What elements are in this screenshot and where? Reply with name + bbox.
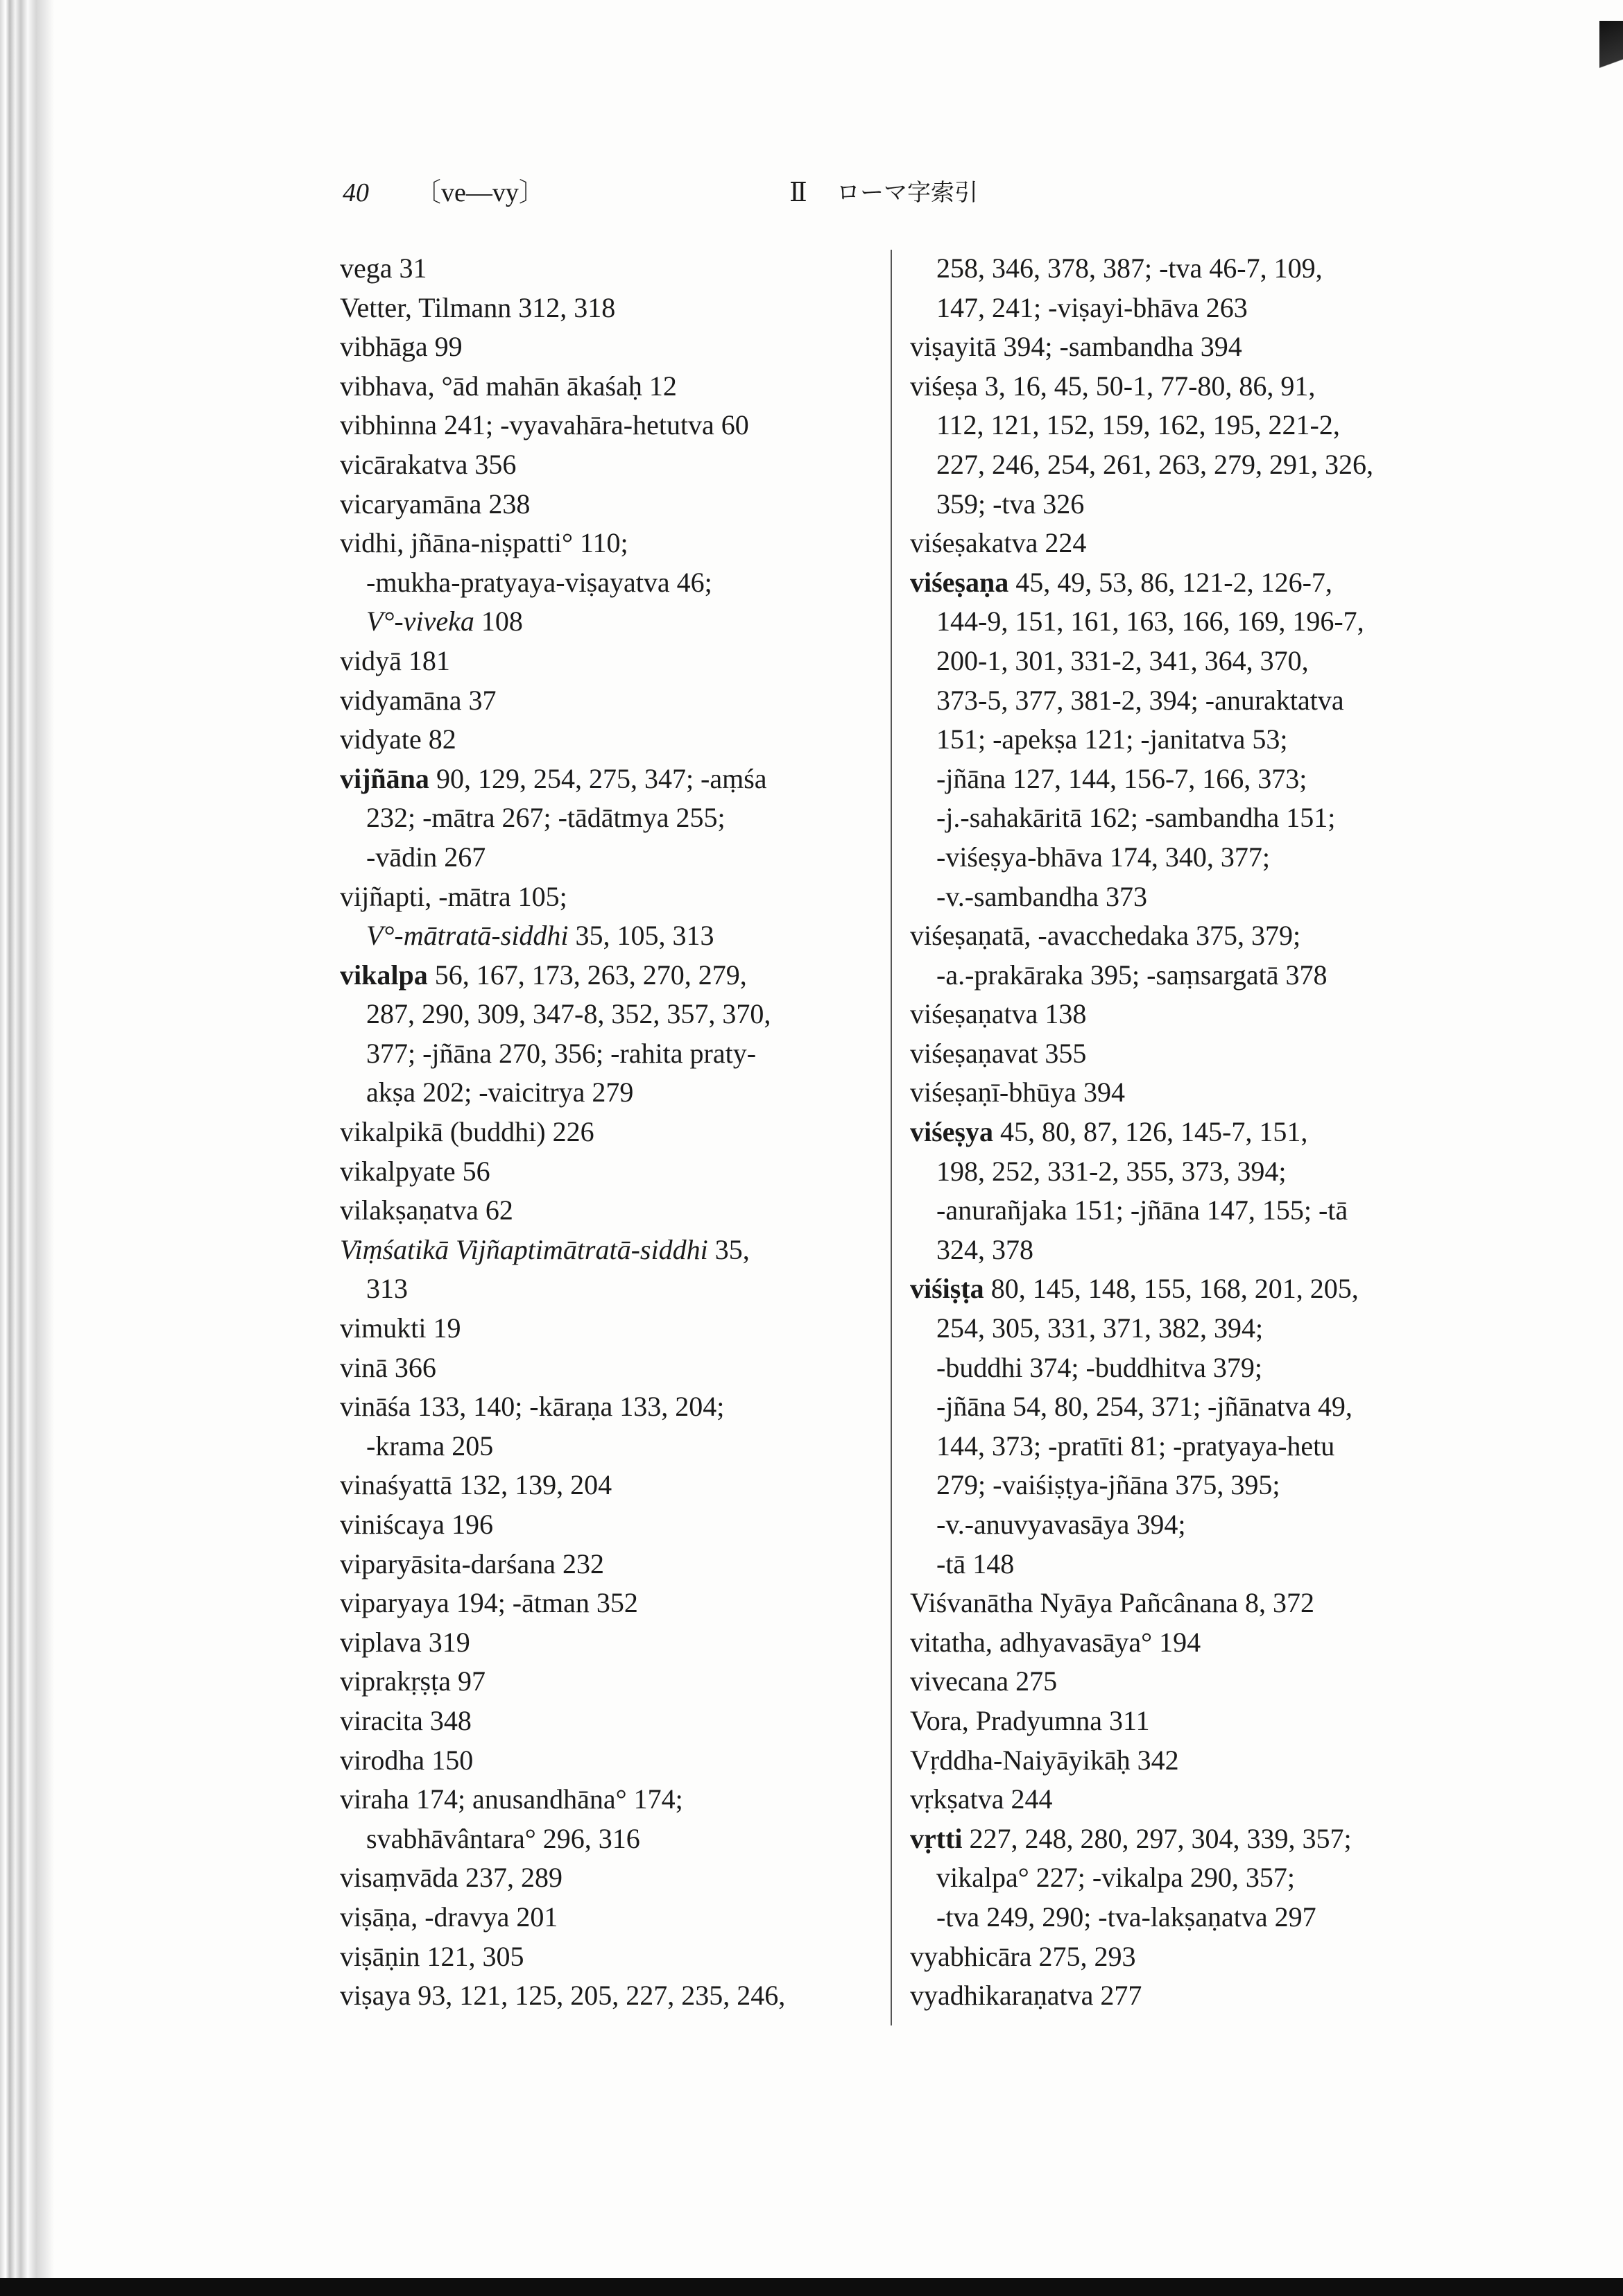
entry-text: Vṛddha-Naiyāyikāḥ 342	[910, 1744, 1179, 1776]
italic-title: V°-viveka	[366, 606, 474, 637]
right-index-column	[910, 249, 1465, 2016]
index-continuation-line	[910, 602, 1465, 642]
index-entry-line	[340, 1387, 874, 1427]
entry-text: virodha 150	[340, 1744, 474, 1776]
index-entry-line	[910, 916, 1465, 956]
entry-text: vicaryamāna 238	[340, 488, 531, 520]
index-entry-line	[910, 1073, 1465, 1113]
index-continuation-line	[340, 798, 874, 838]
index-entry-line	[910, 1269, 1465, 1309]
page-corner-shadow	[1599, 21, 1623, 97]
index-entry-line	[340, 1466, 874, 1505]
index-entry-line	[910, 1702, 1465, 1741]
entry-text: viśeṣaṇavat 355	[910, 1037, 1087, 1069]
index-continuation-line	[340, 1073, 874, 1113]
index-entry-line	[340, 485, 874, 524]
entry-text: 144-9, 151, 161, 163, 166, 169, 196-7,	[936, 606, 1364, 637]
index-entry-line	[910, 1584, 1465, 1623]
entry-text: 377; -jñāna 270, 356; -rahita praty-	[366, 1037, 757, 1069]
index-continuation-line	[340, 1819, 874, 1859]
entry-text: viṣāṇa, -dravya 201	[340, 1901, 558, 1933]
index-continuation-line	[340, 602, 874, 642]
index-entry-line	[340, 1113, 874, 1152]
entry-text: 227, 246, 254, 261, 263, 279, 291, 326,	[936, 448, 1373, 480]
entry-text: -v.-anuvyavasāya 394;	[936, 1509, 1186, 1540]
entry-text: 144, 373; -pratīti 81; -pratyaya-hetu	[936, 1430, 1335, 1462]
entry-text: 35,	[707, 1233, 750, 1265]
entry-text: vitatha, adhyavasāya° 194	[910, 1626, 1201, 1658]
index-continuation-line	[340, 995, 874, 1034]
index-entry-line	[910, 524, 1465, 563]
index-entry-line	[340, 327, 874, 367]
index-continuation-line	[910, 1427, 1465, 1466]
index-continuation-line	[910, 720, 1465, 760]
column-divider	[891, 250, 892, 2025]
index-entry-line	[910, 1937, 1465, 1977]
entry-text: vilakṣaṇatva 62	[340, 1194, 513, 1226]
entry-text: vibhāga 99	[340, 331, 463, 363]
entry-text: vidyate 82	[340, 723, 456, 755]
entry-text: -a.-prakāraka 395; -saṃsargatā 378	[936, 959, 1328, 991]
entry-text: viṣāṇin 121, 305	[340, 1940, 524, 1972]
index-entry-line	[340, 1623, 874, 1663]
entry-text: vikalpyate 56	[340, 1155, 490, 1187]
entry-text: 200-1, 301, 331-2, 341, 364, 370,	[936, 644, 1309, 676]
entry-text: -buddhi 374; -buddhitva 379;	[936, 1351, 1262, 1383]
entry-text: vibhinna 241; -vyavahāra-hetutva 60	[340, 409, 749, 441]
index-entry-line	[340, 1937, 874, 1977]
entry-text: vega 31	[340, 252, 427, 284]
entry-text: 227, 248, 280, 297, 304, 339, 357;	[962, 1822, 1352, 1854]
index-continuation-line	[910, 1348, 1465, 1388]
index-continuation-line	[910, 485, 1465, 524]
index-continuation-line	[340, 916, 874, 956]
page-number: 40	[343, 178, 369, 207]
index-entry-line	[340, 289, 874, 328]
index-continuation-line	[910, 642, 1465, 681]
index-continuation-line	[910, 1466, 1465, 1505]
entry-text: vibhava, °ād mahān ākaśaḥ 12	[340, 370, 677, 402]
entry-text: 151; -apekṣa 121; -janitatva 53;	[936, 723, 1288, 755]
entry-text: viraha 174; anusandhāna° 174;	[340, 1783, 683, 1815]
entry-text: vinaśyattā 132, 139, 204	[340, 1469, 612, 1501]
index-entry-line	[910, 1034, 1465, 1074]
part-title: ローマ字索引	[836, 179, 978, 207]
entry-text: 254, 305, 331, 371, 382, 394;	[936, 1312, 1264, 1344]
entry-text: 56, 167, 173, 263, 270, 279,	[427, 959, 747, 991]
index-continuation-line	[910, 760, 1465, 799]
bold-headword: vijñāna	[340, 762, 429, 794]
italic-title: Viṃśatikā Vijñaptimātratā-siddhi	[340, 1233, 708, 1265]
index-entry-line	[910, 563, 1465, 603]
entry-text: viśeṣaṇatva 138	[910, 998, 1087, 1030]
entry-text: akṣa 202; -vaicitrya 279	[366, 1077, 634, 1108]
bold-headword: vikalpa	[340, 959, 428, 991]
left-index-column	[340, 249, 874, 2016]
index-entry-line	[910, 1741, 1465, 1781]
entry-text: -anurañjaka 151; -jñāna 147, 155; -tā	[936, 1194, 1348, 1226]
index-entry-line	[340, 367, 874, 406]
index-continuation-line	[340, 1427, 874, 1466]
entry-text: -jñāna 54, 80, 254, 371; -jñānatva 49,	[936, 1391, 1352, 1423]
bold-headword: viśiṣṭa	[910, 1273, 984, 1305]
index-continuation-line	[910, 956, 1465, 995]
entry-text: viśeṣakatva 224	[910, 527, 1087, 559]
index-entry-line	[340, 1191, 874, 1231]
index-entry-line	[340, 1976, 874, 2016]
bold-headword: vṛtti	[910, 1822, 963, 1854]
index-continuation-line	[910, 798, 1465, 838]
entry-text: 45, 80, 87, 126, 145-7, 151,	[993, 1116, 1308, 1148]
index-entry-line	[910, 995, 1465, 1034]
entry-text: svabhāvântara° 296, 316	[366, 1822, 640, 1854]
index-entry-line	[340, 1231, 874, 1270]
entry-text: -tā 148	[936, 1548, 1015, 1579]
index-entry-line	[910, 1976, 1465, 2016]
entry-text: viṣaya 93, 121, 125, 205, 227, 235, 246,	[340, 1980, 786, 2012]
entry-text: viṣayitā 394; -sambandha 394	[910, 331, 1242, 363]
entry-text: viśeṣaṇatā, -avacchedaka 375, 379;	[910, 920, 1301, 952]
index-entry-line	[910, 1780, 1465, 1819]
index-entry-line	[340, 1662, 874, 1702]
entry-text: -vādin 267	[366, 841, 486, 873]
index-continuation-line	[910, 445, 1465, 485]
entry-text: visaṃvāda 237, 289	[340, 1862, 563, 1894]
entry-text: vidyamāna 37	[340, 684, 497, 716]
index-continuation-line	[910, 1152, 1465, 1192]
entry-text: vyabhicāra 275, 293	[910, 1940, 1136, 1972]
index-continuation-line	[910, 1545, 1465, 1584]
index-entry-line	[910, 1113, 1465, 1152]
index-entry-line	[340, 1309, 874, 1348]
entry-text: 45, 49, 53, 86, 121-2, 126-7,	[1008, 566, 1332, 598]
index-continuation-line	[910, 1898, 1465, 1937]
entry-text: 108	[474, 606, 523, 637]
section-range: 〔ve—vy〕	[415, 178, 545, 207]
index-entry-line	[340, 1152, 874, 1192]
book-binding-shadow	[0, 0, 54, 2296]
italic-title: V°-mātratā-siddhi	[366, 920, 569, 952]
index-entry-line	[340, 1898, 874, 1937]
entry-text: vijñapti, -mātra 105;	[340, 880, 567, 912]
entry-text: vyadhikaraṇatva 277	[910, 1980, 1142, 2012]
index-continuation-line	[910, 1309, 1465, 1348]
index-entry-line	[340, 1584, 874, 1623]
entry-text: viśeṣaṇī-bhūya 394	[910, 1077, 1125, 1108]
index-entry-line	[910, 327, 1465, 367]
entry-text: vikalpa° 227; -vikalpa 290, 357;	[936, 1862, 1296, 1894]
entry-text: vināśa 133, 140; -kāraṇa 133, 204;	[340, 1391, 725, 1423]
index-entry-line	[340, 1702, 874, 1741]
index-continuation-line	[340, 1034, 874, 1074]
index-continuation-line	[340, 563, 874, 603]
index-entry-line	[910, 367, 1465, 406]
entry-text: 80, 145, 148, 155, 168, 201, 205,	[984, 1273, 1359, 1305]
index-entry-line	[340, 720, 874, 760]
entry-text: 90, 129, 254, 275, 347; -aṃśa	[429, 762, 767, 794]
index-entry-line	[340, 1780, 874, 1819]
index-continuation-line	[910, 1858, 1465, 1898]
index-entry-line	[910, 1623, 1465, 1663]
entry-text: -krama 205	[366, 1430, 494, 1462]
index-entry-line	[340, 1545, 874, 1584]
entry-text: Vetter, Tilmann 312, 318	[340, 291, 616, 323]
index-entry-line	[340, 1348, 874, 1388]
index-continuation-line	[910, 1191, 1465, 1231]
entry-text: -j.-sahakāritā 162; -sambandha 151;	[936, 802, 1336, 834]
entry-text: -mukha-pratyaya-viṣayatva 46;	[366, 566, 712, 598]
index-entry-line	[340, 642, 874, 681]
entry-text: vivecana 275	[910, 1665, 1058, 1697]
index-continuation-line	[910, 1387, 1465, 1427]
entry-text: viśeṣa 3, 16, 45, 50-1, 77-80, 86, 91,	[910, 370, 1316, 402]
entry-text: -viśeṣya-bhāva 174, 340, 377;	[936, 841, 1271, 873]
entry-text: 287, 290, 309, 347-8, 352, 357, 370,	[366, 998, 771, 1030]
index-entry-line	[340, 956, 874, 995]
entry-text: 35, 105, 313	[568, 920, 714, 952]
entry-text: viprakṛṣṭa 97	[340, 1665, 486, 1697]
entry-text: vidhi, jñāna-niṣpatti° 110;	[340, 527, 628, 559]
index-continuation-line	[910, 249, 1465, 289]
entry-text: vinā 366	[340, 1351, 436, 1383]
index-entry-line	[910, 1819, 1465, 1859]
entry-text: vṛkṣatva 244	[910, 1783, 1053, 1815]
index-entry-line	[340, 1741, 874, 1781]
entry-text: 112, 121, 152, 159, 162, 195, 221-2,	[936, 409, 1340, 441]
bold-headword: viśeṣaṇa	[910, 566, 1009, 598]
index-continuation-line	[910, 681, 1465, 721]
index-entry-line	[340, 406, 874, 445]
index-continuation-line	[910, 1231, 1465, 1270]
index-entry-line	[340, 1505, 874, 1545]
index-entry-line	[340, 681, 874, 721]
entry-text: viracita 348	[340, 1704, 472, 1736]
index-continuation-line	[910, 838, 1465, 877]
entry-text: viparyaya 194; -ātman 352	[340, 1587, 638, 1619]
entry-text: Viśvanātha Nyāya Pañcânana 8, 372	[910, 1587, 1314, 1619]
index-entry-line	[340, 877, 874, 917]
entry-text: 313	[366, 1273, 408, 1305]
entry-text: viparyāsita-darśana 232	[340, 1548, 604, 1579]
entry-text: 147, 241; -viṣayi-bhāva 263	[936, 291, 1248, 323]
entry-text: viplava 319	[340, 1626, 470, 1658]
entry-text: 232; -mātra 267; -tādātmya 255;	[366, 802, 725, 834]
index-entry-line	[340, 760, 874, 799]
entry-text: vicārakatva 356	[340, 448, 517, 480]
entry-text: vimukti 19	[340, 1312, 461, 1344]
entry-text: Vora, Pradyumna 311	[910, 1704, 1150, 1736]
entry-text: -tva 249, 290; -tva-lakṣaṇatva 297	[936, 1901, 1316, 1933]
index-continuation-line	[910, 877, 1465, 917]
index-continuation-line	[910, 289, 1465, 328]
part-numeral: Ⅱ	[789, 178, 807, 207]
entry-text: -jñāna 127, 144, 156-7, 166, 373;	[936, 762, 1307, 794]
index-entry-line	[340, 445, 874, 485]
entry-text: viniścaya 196	[340, 1509, 494, 1540]
scan-bottom-edge	[0, 2278, 1623, 2296]
index-entry-line	[340, 249, 874, 289]
entry-text: 324, 378	[936, 1233, 1033, 1265]
index-entry-line	[910, 1662, 1465, 1702]
entry-text: 373-5, 377, 381-2, 394; -anuraktatva	[936, 684, 1344, 716]
entry-text: 279; -vaiśiṣṭya-jñāna 375, 395;	[936, 1469, 1280, 1501]
bold-headword: viśeṣya	[910, 1116, 993, 1148]
index-entry-line	[340, 1858, 874, 1898]
entry-text: -v.-sambandha 373	[936, 880, 1147, 912]
index-continuation-line	[340, 1269, 874, 1309]
entry-text: vikalpikā (buddhi) 226	[340, 1116, 594, 1148]
entry-text: vidyā 181	[340, 644, 450, 676]
entry-text: 359; -tva 326	[936, 488, 1085, 520]
entry-text: 198, 252, 331-2, 355, 373, 394;	[936, 1155, 1287, 1187]
index-continuation-line	[910, 1505, 1465, 1545]
index-entry-line	[340, 524, 874, 563]
entry-text: 258, 346, 378, 387; -tva 46-7, 109,	[936, 252, 1323, 284]
index-continuation-line	[340, 838, 874, 877]
index-continuation-line	[910, 406, 1465, 445]
